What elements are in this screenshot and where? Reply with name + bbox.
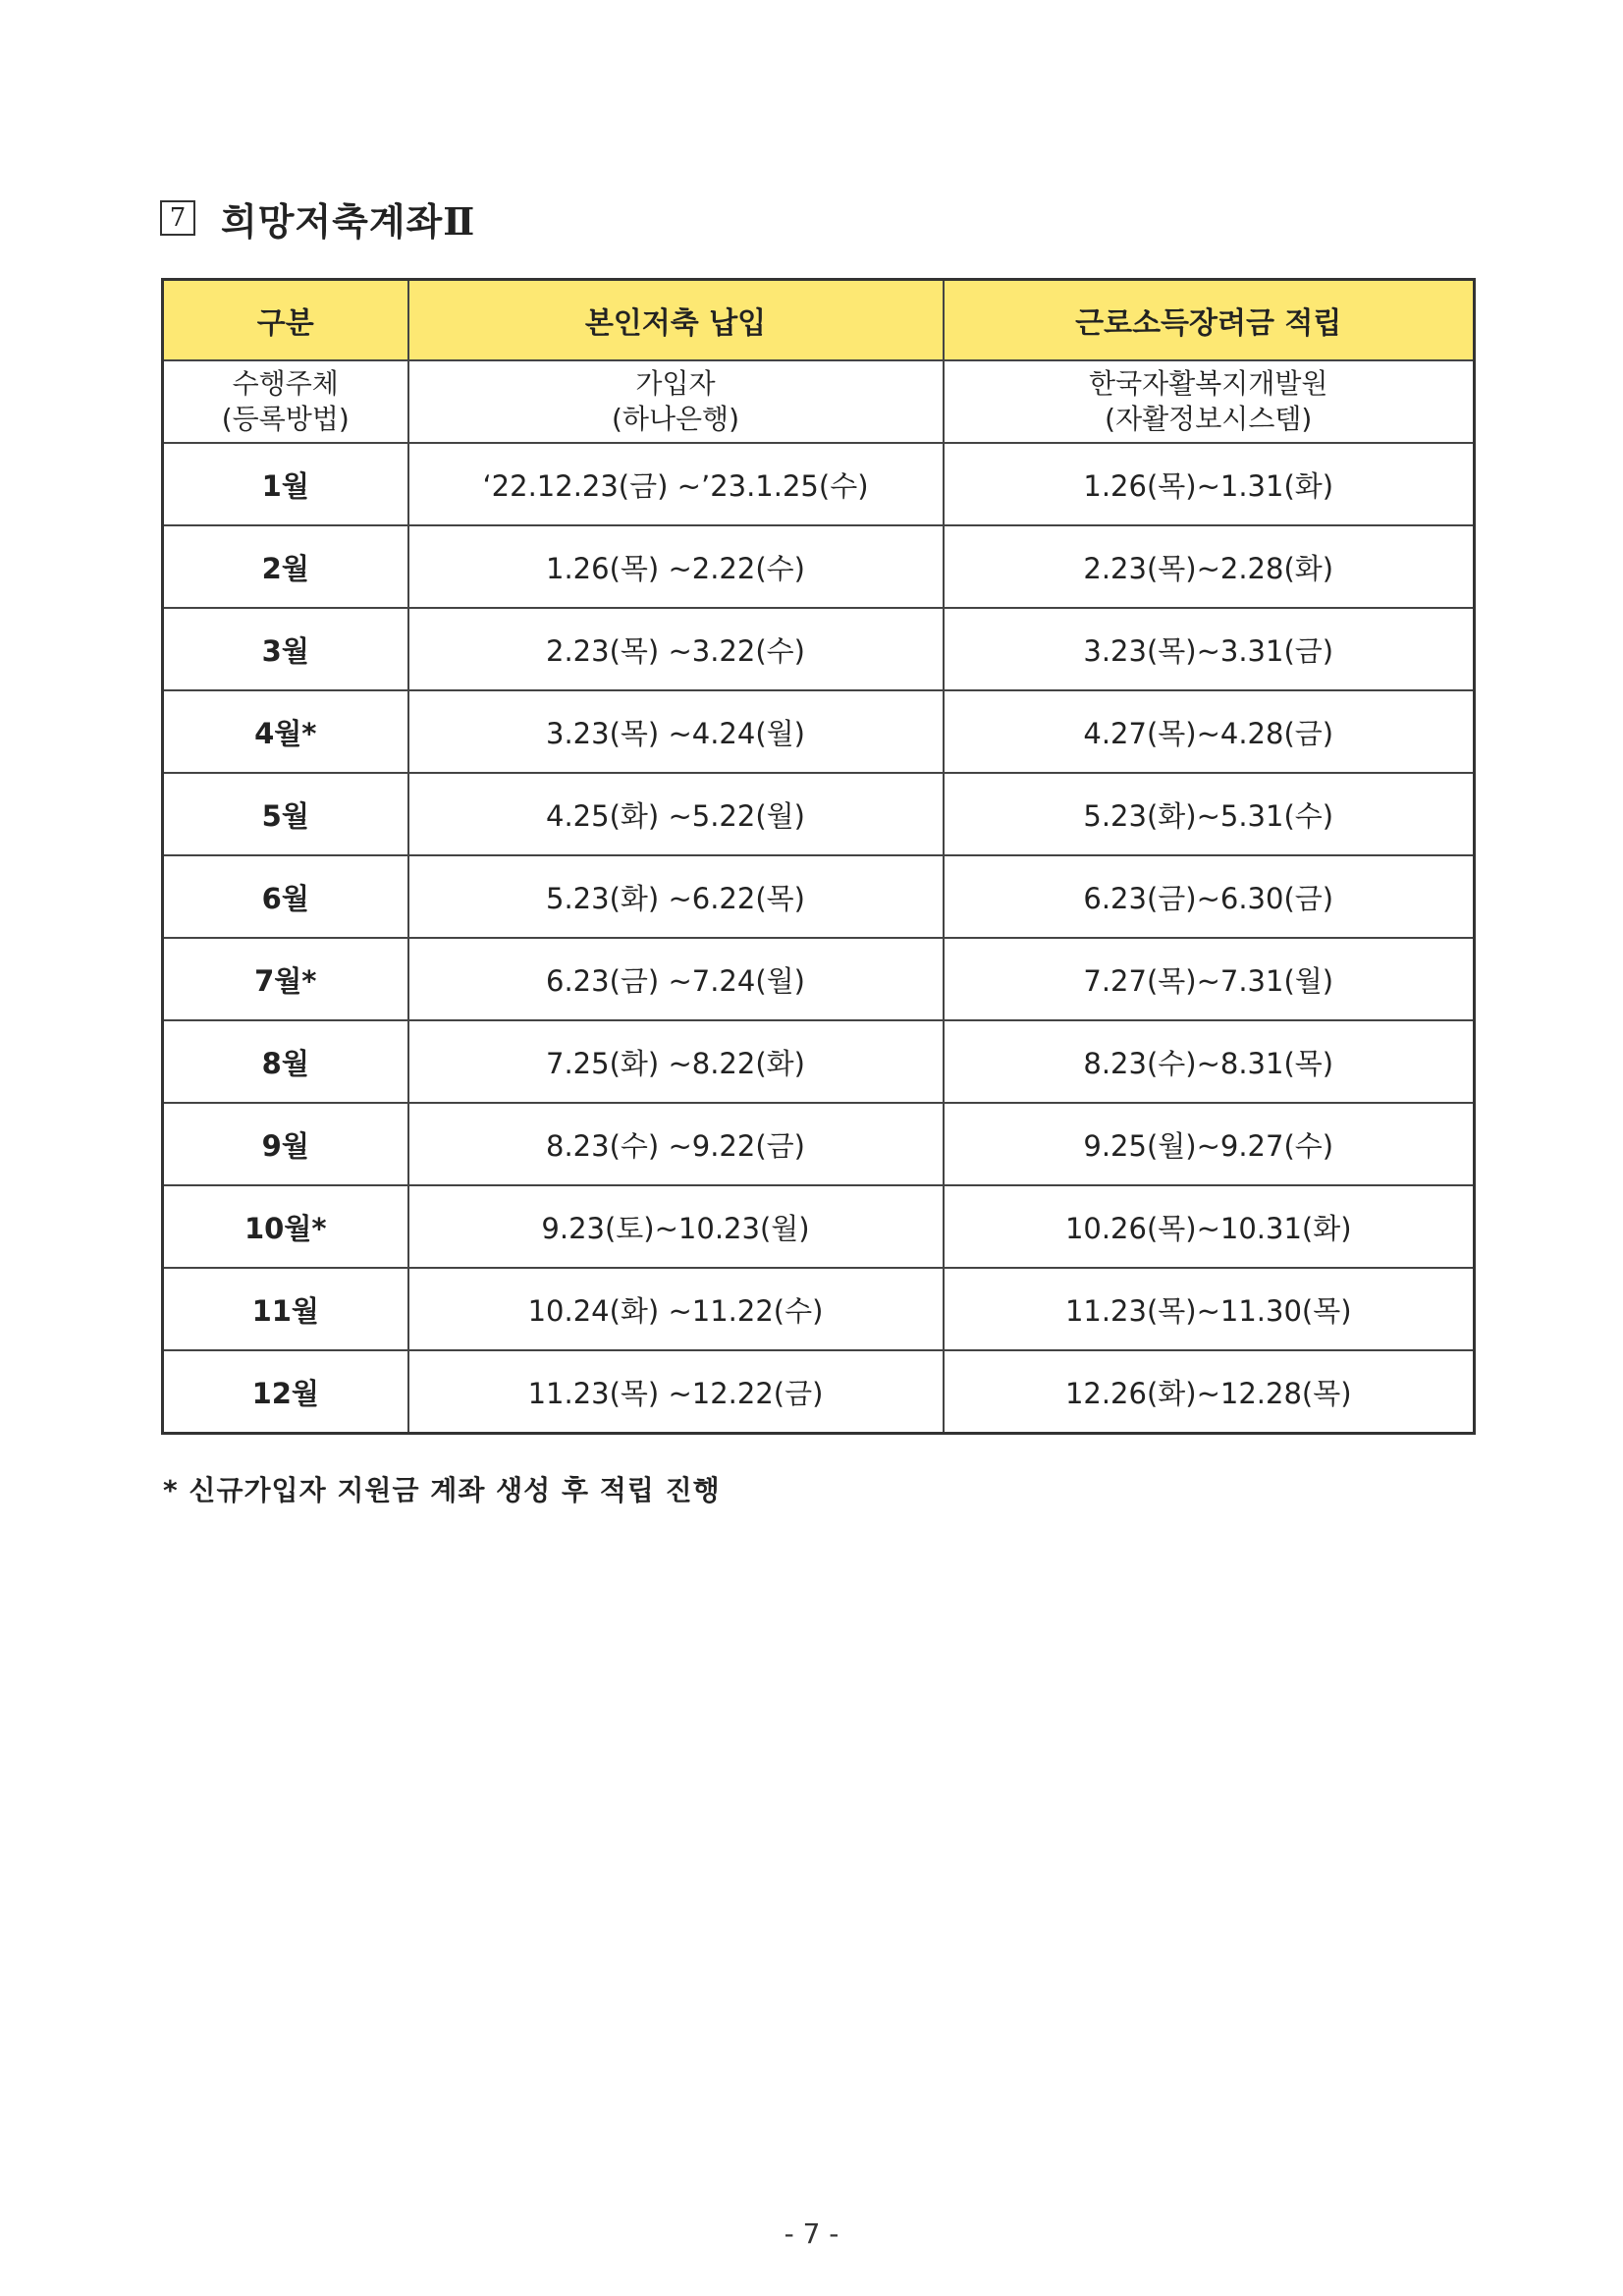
month-cell: 10월* (163, 1185, 408, 1268)
table-row (163, 525, 1475, 608)
section-title-text: 희망저축계좌Ⅱ (221, 198, 476, 244)
deposit-period-cell: 7.25(화) ~8.22(화) (408, 1020, 944, 1103)
month-cell: 4월* (163, 690, 408, 773)
deposit-period-cell: 8.23(수) ~9.22(금) (408, 1103, 944, 1185)
header-category: 구분 (163, 280, 408, 361)
month-cell: 11월 (163, 1268, 408, 1350)
table-row (163, 690, 1475, 773)
month-cell: 3월 (163, 608, 408, 690)
deposit-period-cell: ‘22.12.23(금) ~’23.1.25(수) (408, 443, 944, 525)
month-cell: 9월 (163, 1103, 408, 1185)
incentive-period-cell: 9.25(월)~9.27(수) (944, 1103, 1475, 1185)
incentive-period-cell: 11.23(목)~11.30(목) (944, 1268, 1475, 1350)
incentive-period-cell: 10.26(목)~10.31(화) (944, 1185, 1475, 1268)
table-row (163, 1103, 1475, 1185)
table-row (163, 1185, 1475, 1268)
deposit-period-cell: 2.23(목) ~3.22(수) (408, 608, 944, 690)
subheader-incentive (944, 360, 1475, 443)
table-row (163, 608, 1475, 690)
table-row (163, 1020, 1475, 1103)
incentive-period-cell: 8.23(수)~8.31(목) (944, 1020, 1475, 1103)
deposit-period-cell: 10.24(화) ~11.22(수) (408, 1268, 944, 1350)
incentive-period-cell: 5.23(화)~5.31(수) (944, 773, 1475, 855)
subheader-deposit-line1: 가입자 (635, 367, 716, 400)
subheader-deposit (408, 360, 944, 443)
deposit-period-cell: 3.23(목) ~4.24(월) (408, 690, 944, 773)
incentive-period-cell: 3.23(목)~3.31(금) (944, 608, 1475, 690)
deposit-period-cell: 6.23(금) ~7.24(월) (408, 938, 944, 1020)
deposit-period-cell: 11.23(목) ~12.22(금) (408, 1350, 944, 1434)
incentive-period-cell: 7.27(목)~7.31(월) (944, 938, 1475, 1020)
month-cell: 1월 (163, 443, 408, 525)
table-header-row (163, 280, 1475, 361)
table-row (163, 938, 1475, 1020)
incentive-period-cell: 2.23(목)~2.28(화) (944, 525, 1475, 608)
subheader-incentive-line2: (자활정보시스템) (1105, 403, 1313, 435)
schedule-table (161, 278, 1476, 1435)
incentive-period-cell: 12.26(화)~12.28(목) (944, 1350, 1475, 1434)
incentive-period-cell: 1.26(목)~1.31(화) (944, 443, 1475, 525)
table-row (163, 1268, 1475, 1350)
incentive-period-cell: 6.23(금)~6.30(금) (944, 855, 1475, 938)
deposit-period-cell: 5.23(화) ~6.22(목) (408, 855, 944, 938)
incentive-period-cell: 4.27(목)~4.28(금) (944, 690, 1475, 773)
table-subheader-row (163, 360, 1475, 443)
month-cell: 7월* (163, 938, 408, 1020)
deposit-period-cell: 4.25(화) ~5.22(월) (408, 773, 944, 855)
subheader-deposit-line2: (하나은행) (611, 403, 740, 435)
footnote: * 신규가입자 지원금 계좌 생성 후 적립 진행 (163, 1474, 721, 1506)
subheader-incentive-line1: 한국자활복지개발원 (1089, 367, 1328, 400)
subheader-actor-line2: (등록방법) (221, 403, 350, 435)
subheader-actor (163, 360, 408, 443)
month-cell: 2월 (163, 525, 408, 608)
table-row (163, 773, 1475, 855)
month-cell: 6월 (163, 855, 408, 938)
month-cell: 5월 (163, 773, 408, 855)
month-cell: 12월 (163, 1350, 408, 1434)
table-row (163, 1350, 1475, 1434)
table-row (163, 855, 1475, 938)
header-deposit: 본인저축 납입 (408, 280, 944, 361)
subheader-actor-line1: 수행주체 (232, 367, 339, 400)
deposit-period-cell: 1.26(목) ~2.22(수) (408, 525, 944, 608)
deposit-period-cell: 9.23(토)~10.23(월) (408, 1185, 944, 1268)
section-title (160, 189, 475, 247)
header-incentive: 근로소득장려금 적립 (944, 280, 1475, 361)
table-row (163, 443, 1475, 525)
month-cell: 8월 (163, 1020, 408, 1103)
page-number: - 7 - (784, 2217, 839, 2250)
section-number-box: 7 (160, 200, 195, 236)
